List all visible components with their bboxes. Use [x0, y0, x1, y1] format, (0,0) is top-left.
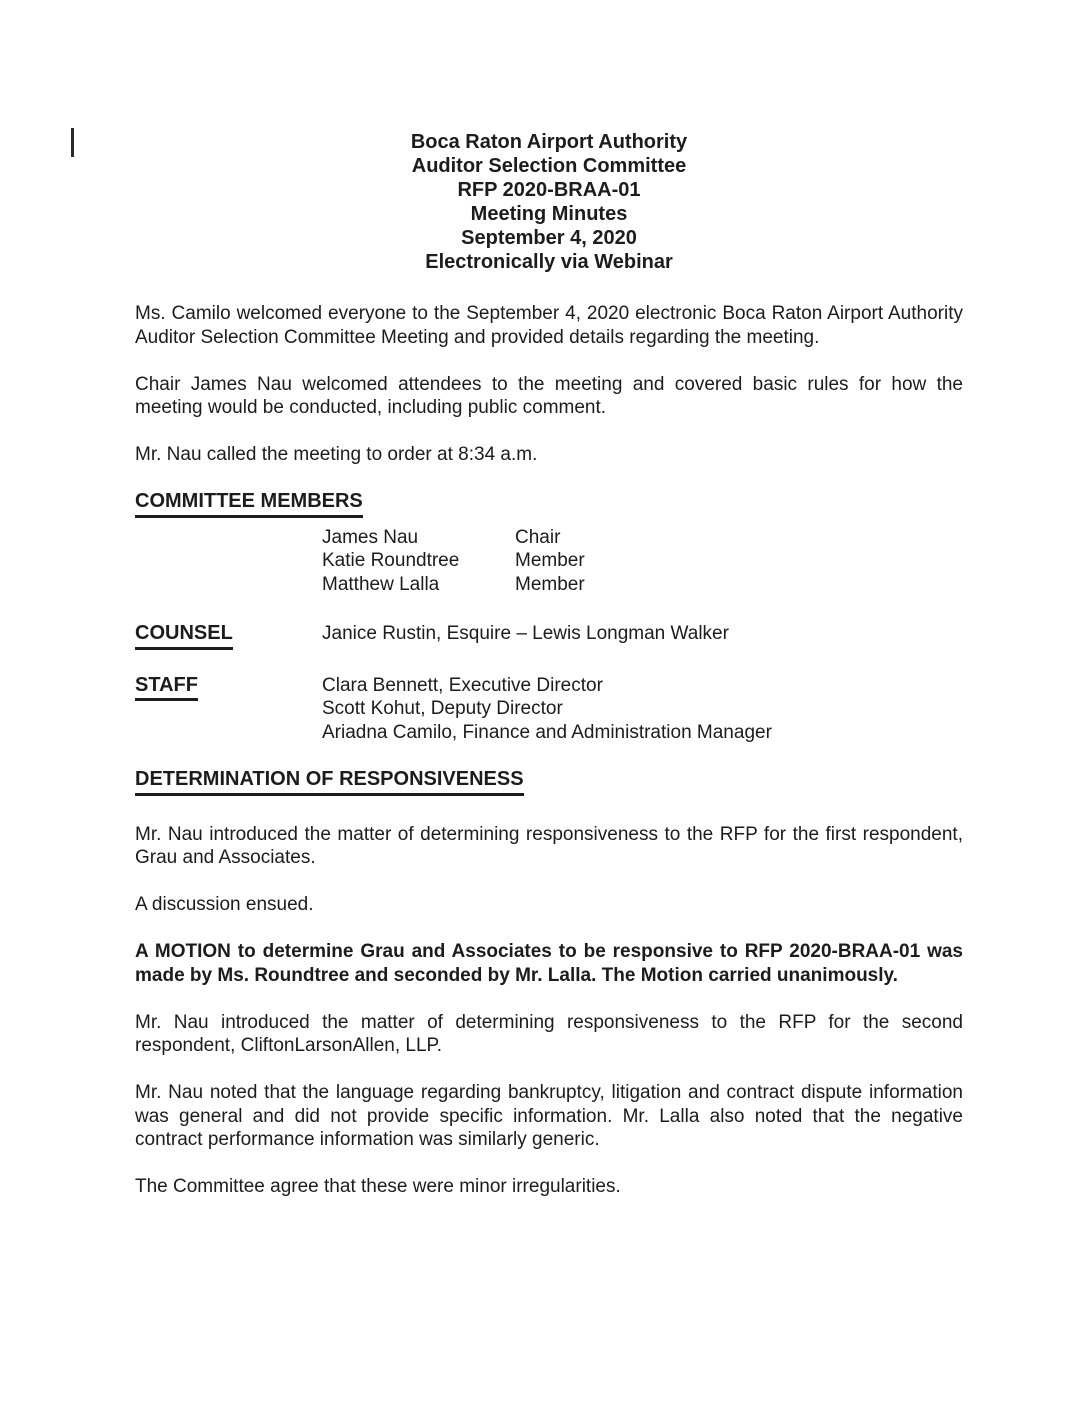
- title-line-authority: Boca Raton Airport Authority: [410, 131, 688, 153]
- scan-artifact-mark: [71, 128, 74, 157]
- paragraph-motion: A MOTION to determine Grau and Associates to be responsive to RFP 2020-BRAA-01 was made by Ms. Roundtree and seconded by Mr. Lalla. The Motion carried unanimously.: [135, 941, 963, 986]
- staff-member: Clara Bennett, Executive Director: [322, 674, 603, 696]
- staff-label-column: [135, 674, 322, 702]
- title-line-committee: Auditor Selection Committee: [411, 155, 687, 177]
- member-role: Chair: [515, 526, 561, 548]
- staff-member: Ariadna Camilo, Finance and Administration Manager: [322, 721, 772, 743]
- member-name: James Nau: [322, 526, 419, 548]
- paragraph-minor-irregularities: The Committee agree that these were minor irregularities.: [135, 1176, 621, 1197]
- counsel-heading: COUNSEL: [135, 622, 233, 650]
- counsel-value: Janice Rustin, Esquire – Lewis Longman Walker: [322, 623, 729, 644]
- member-row: [322, 526, 963, 550]
- title-block: [135, 130, 963, 274]
- paragraph-first-respondent: Mr. Nau introduced the matter of determining responsiveness to the RFP for the first respondent, Grau and Associates.: [135, 823, 963, 868]
- paragraph-chair-welcome: Chair James Nau welcomed attendees to the meeting and covered basic rules for how the meeting would be conducted, including public comment.: [135, 373, 963, 418]
- staff-list: [322, 674, 963, 745]
- committee-members-heading: COMMITTEE MEMBERS: [135, 490, 363, 518]
- counsel-label-column: [135, 622, 322, 650]
- member-row: [322, 573, 963, 597]
- member-role: Member: [515, 550, 585, 571]
- title-line-webinar: Electronically via Webinar: [425, 251, 673, 273]
- paragraph-call-to-order: Mr. Nau called the meeting to order at 8:34 a.m.: [135, 444, 538, 465]
- staff-heading: STAFF: [135, 674, 198, 702]
- member-name: Matthew Lalla: [322, 573, 440, 595]
- determination-heading-row: [135, 768, 963, 796]
- member-name: Katie Roundtree: [322, 550, 460, 571]
- paragraph-discussion-ensued: A discussion ensued.: [135, 894, 314, 915]
- member-role: Member: [515, 573, 585, 595]
- title-line-rfp: RFP 2020-BRAA-01: [457, 179, 641, 201]
- member-row: [322, 549, 963, 573]
- title-line-date: September 4, 2020: [461, 227, 637, 249]
- paragraph-welcome: Ms. Camilo welcomed everyone to the September 4, 2020 electronic Boca Raton Airport Authority Auditor Selection Committee Meeting and provided details regarding the meeting.: [135, 303, 963, 348]
- title-line-meeting-minutes: Meeting Minutes: [470, 203, 628, 225]
- counsel-section: [135, 622, 963, 650]
- paragraph-bankruptcy-note: Mr. Nau noted that the language regarding bankruptcy, litigation and contract dispute information was general and did not provide specific information. Mr. Lalla also noted that the negative contract performance information was similarly generic.: [135, 1082, 963, 1150]
- staff-member: Scott Kohut, Deputy Director: [322, 698, 563, 719]
- paragraph-second-respondent: Mr. Nau introduced the matter of determining responsiveness to the RFP for the second respondent, CliftonLarsonAllen, LLP.: [135, 1011, 963, 1056]
- staff-section: [135, 674, 963, 745]
- document-content: [135, 112, 963, 1222]
- determination-heading: DETERMINATION OF RESPONSIVENESS: [135, 768, 524, 796]
- committee-members-list: [135, 526, 963, 597]
- committee-members-heading-row: [135, 490, 963, 518]
